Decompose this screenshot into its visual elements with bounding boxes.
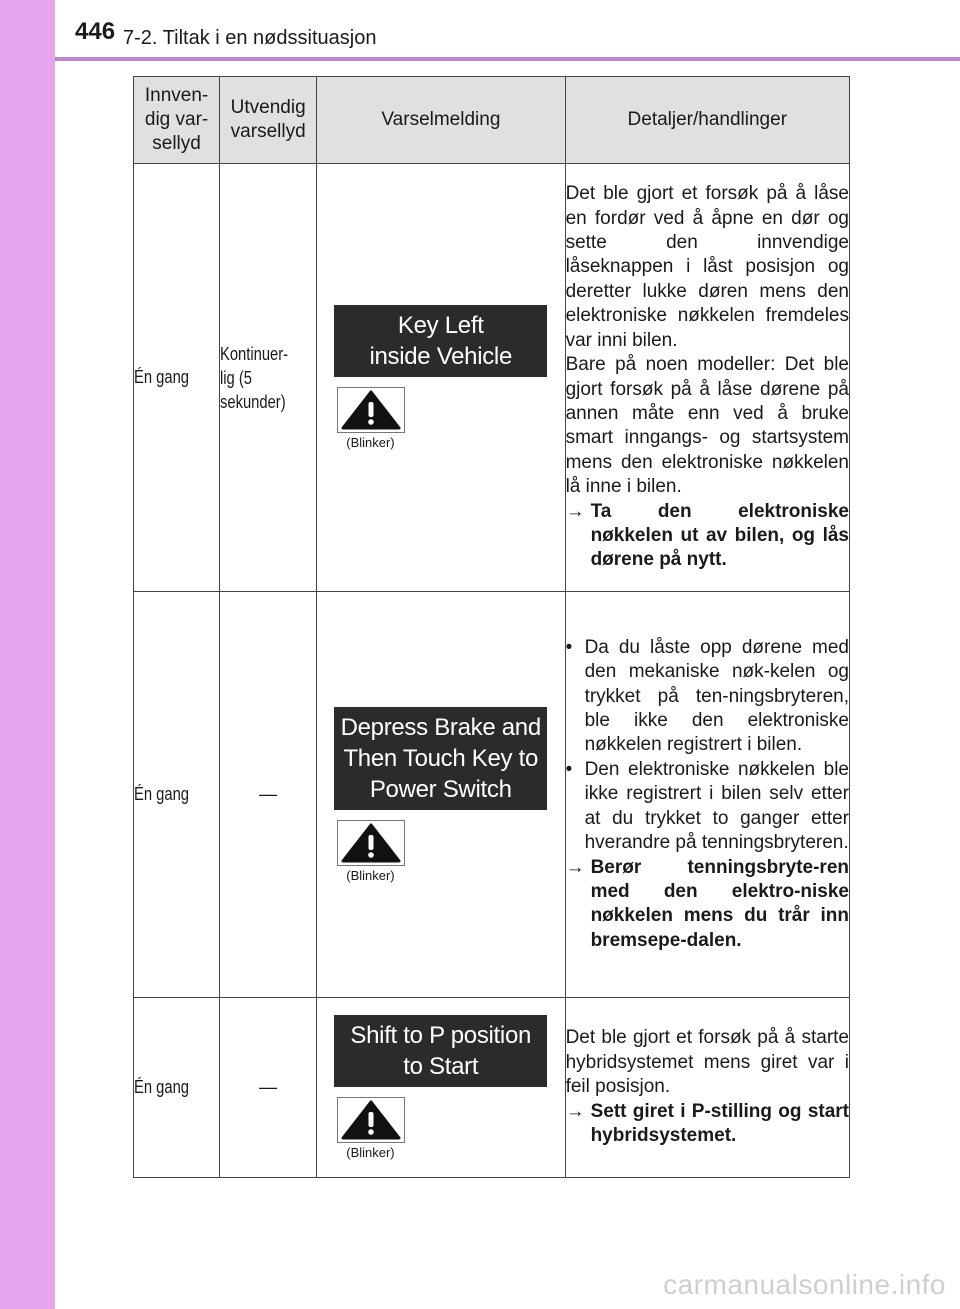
bullet-text: Da du låste opp dørene med den mekaniske nøk-kelen og trykket på ten-ningsbryteren, ble ikke den elektroniske nøkkelen registrert i bilen. [584, 636, 849, 756]
interior-buzzer-value: Én gang [134, 367, 189, 387]
table-row [134, 592, 850, 998]
detail-paragraph: Det ble gjort et forsøk på å låse en fordør ved å åpne en dør og sette den innvendige låseknappen i låst posisjon og deretter lukke døren mens den elektroniske nøkkelen fremdeles var inni bilen. [565, 183, 849, 351]
header-rule [55, 57, 960, 61]
table-row [134, 164, 850, 592]
action-text: Berør tenningsbryte-ren med den elektro-niske nøkkelen mens du trår inn bremsepe-dalen. [590, 856, 849, 951]
bullet-text: Den elektroniske nøkkelen ble ikke registrert i bilen selv etter at du trykket to ganger etter hverandre på tenningsbryteren. [584, 758, 849, 854]
detail-bullet [566, 758, 849, 856]
interior-buzzer-cell [134, 998, 220, 1178]
action-instruction [566, 1100, 849, 1149]
exterior-buzzer-value: — [259, 1077, 278, 1097]
detail-bullet [566, 636, 849, 758]
bullet-dot: • [565, 636, 573, 658]
interior-buzzer-value: Én gang [134, 784, 189, 804]
action-instruction [566, 856, 849, 954]
exterior-buzzer-value: — [259, 784, 278, 804]
action-instruction [566, 500, 849, 573]
col-header-details: Detaljer/handlinger [565, 77, 849, 164]
table-header-row [134, 77, 850, 164]
col-header-interior-buzzer: Innven- dig var- sellyd [134, 77, 220, 164]
display-message-screen: Depress Brake and Then Touch Key to Power Switch [334, 707, 547, 810]
display-message-screen: Key Left inside Vehicle [334, 305, 547, 377]
warning-message-cell [317, 592, 565, 998]
detail-paragraph: Bare på noen modeller: Det ble gjort forsøk på å låse dørene på annen måte enn ved å bruke smart inngangs- og startsystem mens den elektroniske nøkkelen lå inne i bilen. [565, 354, 849, 498]
display-message-screen: Shift to P position to Start [334, 1015, 547, 1087]
col-header-warning-message: Varselmelding [317, 77, 565, 164]
exterior-buzzer-cell [220, 164, 317, 592]
exterior-buzzer-cell [220, 998, 317, 1178]
interior-buzzer-cell [134, 164, 220, 592]
warning-message-cell [317, 164, 565, 592]
interior-buzzer-cell [134, 592, 220, 998]
warning-triangle-icon [337, 1097, 405, 1143]
detail-paragraph: Det ble gjort et forsøk på å starte hybridsystemet mens giret var i feil posisjon. [565, 1027, 849, 1098]
blink-label: (Blinker) [346, 1145, 395, 1160]
blink-label: (Blinker) [346, 435, 395, 450]
page-number: 446 [75, 18, 116, 45]
interior-buzzer-value: Én gang [134, 1077, 189, 1097]
exterior-buzzer-cell [220, 592, 317, 998]
col-header-exterior-buzzer: Utvendig varsellyd [220, 77, 317, 164]
details-cell [565, 592, 849, 998]
warning-message-cell [317, 998, 565, 1178]
warning-triangle-icon [337, 820, 405, 866]
arrow-icon: → [565, 500, 585, 522]
warning-message-table [133, 76, 850, 1178]
bullet-dot: • [565, 758, 573, 780]
arrow-icon: → [565, 856, 585, 878]
watermark: carmanualsonline.info [663, 1269, 946, 1300]
details-cell [565, 164, 849, 592]
blink-label: (Blinker) [346, 867, 395, 883]
arrow-icon: → [565, 1100, 585, 1122]
exterior-buzzer-value: Kontinuer- lig (5 sekunder) [220, 343, 289, 412]
table-row [134, 998, 850, 1178]
section-title: 7-2. Tiltak i en nødssituasjon [123, 27, 377, 49]
side-color-band [0, 0, 55, 1309]
action-text: Sett giret i P-stilling og start hybridsystemet. [590, 1100, 849, 1147]
action-text: Ta den elektroniske nøkkelen ut av bilen, og lås dørene på nytt. [590, 500, 849, 571]
warning-triangle-icon [337, 387, 405, 433]
details-cell [565, 998, 849, 1178]
